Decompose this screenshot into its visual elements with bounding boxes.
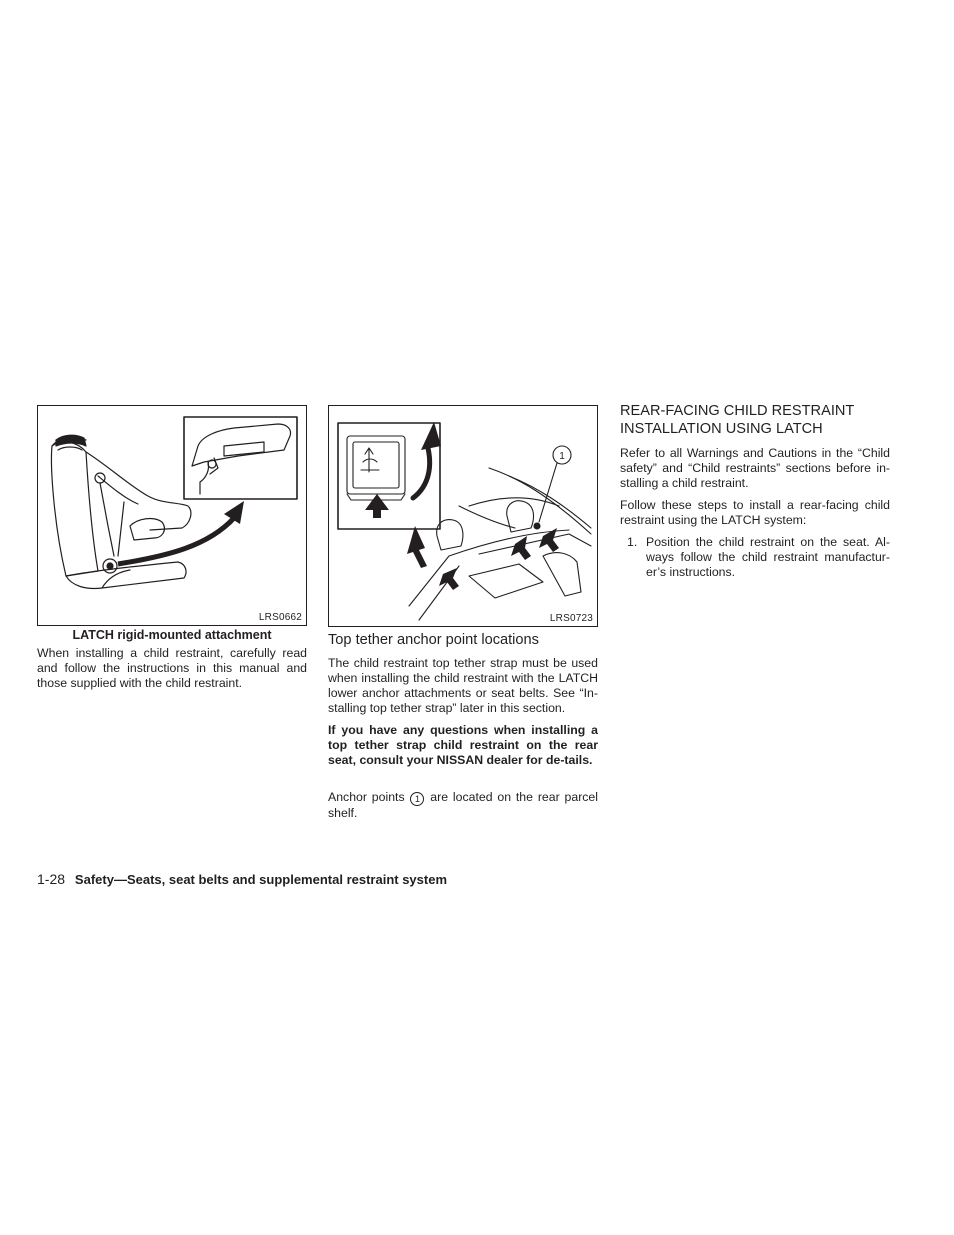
rear-parcel-shelf-illustration xyxy=(329,406,597,626)
col1-paragraph: When installing a child restraint, carefully read and follow the instructions in this manual and those supplied with the child restraint. xyxy=(37,646,307,690)
page-number: 1-28 xyxy=(37,871,66,887)
step-number: 1. xyxy=(627,535,638,549)
page-footer xyxy=(37,871,447,887)
section-heading: REAR-FACING CHILD RESTRAINT INSTALLATION USING LATCH xyxy=(620,403,855,437)
callout-number-icon: 1 xyxy=(410,792,424,806)
col3-paragraph2: Follow these steps to install a rear-facing child restraint using the LATCH system: xyxy=(620,498,890,527)
step-1 xyxy=(627,535,890,580)
callout-label: 1 xyxy=(559,451,565,462)
col2-anchor-text xyxy=(328,790,598,821)
col2-warning: If you have any questions when installing a top tether strap child restraint on the rear seat, consult your NISSAN dealer for de-tails. xyxy=(328,723,598,767)
figure-code: LRS0723 xyxy=(549,613,593,624)
section-title: Safety—Seats, seat belts and supplemental restraint system xyxy=(74,872,448,887)
col2-paragraph1: The child restraint top tether strap must be used when installing the child restraint with the LATCH lower anchor attachments or seat belts. See “In-stalling top tether strap” later in this section. xyxy=(328,656,598,715)
col3-paragraph1: Refer to all Warnings and Cautions in the “Child safety” and “Child restraints” sections before in-stalling a child restraint. xyxy=(620,446,890,490)
figure-latch-rigid-mounted xyxy=(37,405,307,626)
step-text: Position the child restraint on the seat. Al-ways follow the child restraint manufactur-er’s instructions. xyxy=(646,535,890,579)
figure-caption: LATCH rigid-mounted attachment xyxy=(72,628,272,642)
anchor-text-after: are located on the rear parcel shelf. xyxy=(328,790,599,820)
figure-code: LRS0662 xyxy=(258,612,302,623)
figure-top-tether-anchors xyxy=(328,405,598,627)
child-seat-illustration xyxy=(38,406,306,625)
anchor-text-before: Anchor points xyxy=(328,790,405,804)
subheading-top-tether: Top tether anchor point locations xyxy=(328,632,539,648)
